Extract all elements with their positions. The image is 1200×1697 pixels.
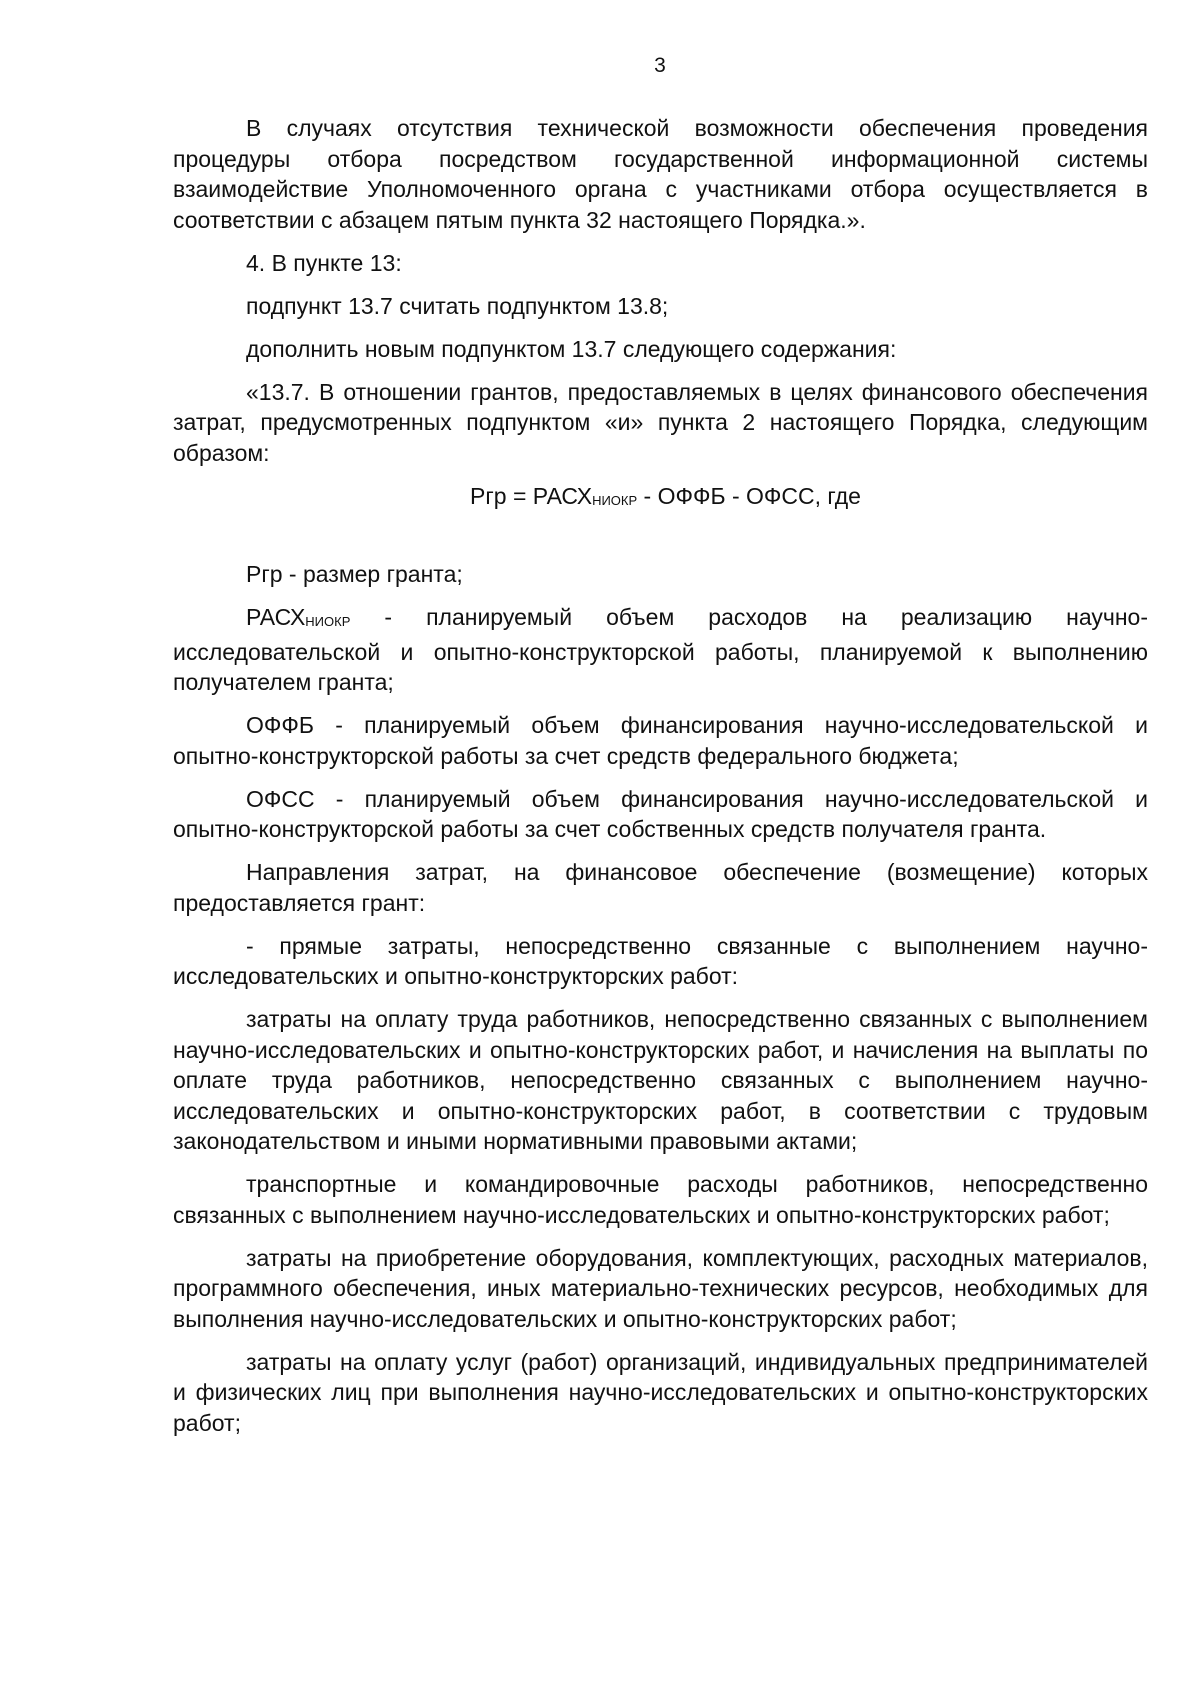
document-body bbox=[173, 113, 1148, 1451]
grant-formula bbox=[173, 481, 1148, 516]
definition-rasx-text: - планируемый объем расходов на реализацию научно-исследовательской и опытно-конструкторской работы, планируемой к выполнению получателем гранта; bbox=[173, 604, 1148, 695]
paragraph-renumber-subitem: подпункт 13.7 считать подпунктом 13.8; bbox=[246, 292, 669, 319]
formula-subscript: НИОКР bbox=[592, 492, 638, 508]
paragraph-technical-capability: В случаях отсутствия технической возможности обеспечения проведения процедуры отбора посредством государственной информационной системы взаимодействие Уполномоченного органа с участниками отбора осуществляется в соответствии с абзацем пятым пункта 32 настоящего Порядка.». bbox=[173, 115, 1148, 233]
paragraph-equipment-costs: затраты на приобретение оборудования, комплектующих, расходных материалов, программного обеспечения, иных материально-технических ресурсов, необходимых для выполнения научно-исследовательских и опытно-конструкторских работ; bbox=[173, 1244, 1148, 1332]
definition-offb: ОФФБ - планируемый объем финансирования научно-исследовательской и опытно-конструкторской работы за счет средств федерального бюджета; bbox=[173, 712, 1148, 769]
formula-lhs: Ргр = РАСХ bbox=[470, 482, 593, 509]
definition-rasx bbox=[173, 602, 1148, 698]
page-number: 3 bbox=[654, 54, 666, 77]
formula-spacing bbox=[173, 515, 1148, 559]
paragraph-cost-directions: Направления затрат, на финансовое обеспечение (возмещение) которых предоставляется грант: bbox=[173, 859, 1148, 916]
paragraph-item-4: 4. В пункте 13: bbox=[246, 249, 402, 276]
paragraph-travel-costs: транспортные и командировочные расходы работников, непосредственно связанных с выполнением научно-исследовательских и опытно-конструкторских работ; bbox=[173, 1171, 1148, 1228]
paragraph-labor-costs: затраты на оплату труда работников, непосредственно связанных с выполнением научно-исследовательских и опытно-конструкторских работ, и начисления на выплаты по оплате труда работников, непосредственно связанных с выполнением научно-исследовательских и опытно-конструкторских работ, в соответствии с трудовым законодательством и иными нормативными правовыми актами; bbox=[173, 1006, 1148, 1154]
definition-ofss: ОФСС - планируемый объем финансирования научно-исследовательской и опытно-конструкторской работы за счет собственных средств получателя гранта. bbox=[173, 785, 1148, 842]
definition-rasx-subscript: НИОКР bbox=[305, 614, 351, 629]
formula-rhs: - ОФФБ - ОФСС, где bbox=[637, 482, 861, 509]
paragraph-services-costs: затраты на оплату услуг (работ) организаций, индивидуальных предпринимателей и физических лиц при выполнения научно-исследовательских и опытно-конструкторских работ; bbox=[173, 1348, 1148, 1436]
definition-rasx-term: РАСХ bbox=[246, 604, 306, 630]
paragraph-direct-costs: - прямые затраты, непосредственно связанные с выполнением научно-исследовательских и опытно-конструкторских работ: bbox=[173, 932, 1148, 989]
paragraph-add-subitem: дополнить новым подпунктом 13.7 следующего содержания: bbox=[246, 335, 897, 362]
definition-rgr: Ргр - размер гранта; bbox=[246, 561, 463, 587]
paragraph-subitem-13-7: «13.7. В отношении грантов, предоставляемых в целях финансового обеспечения затрат, предусмотренных подпунктом «и» пункта 2 настоящего Порядка, следующим образом: bbox=[173, 378, 1148, 466]
